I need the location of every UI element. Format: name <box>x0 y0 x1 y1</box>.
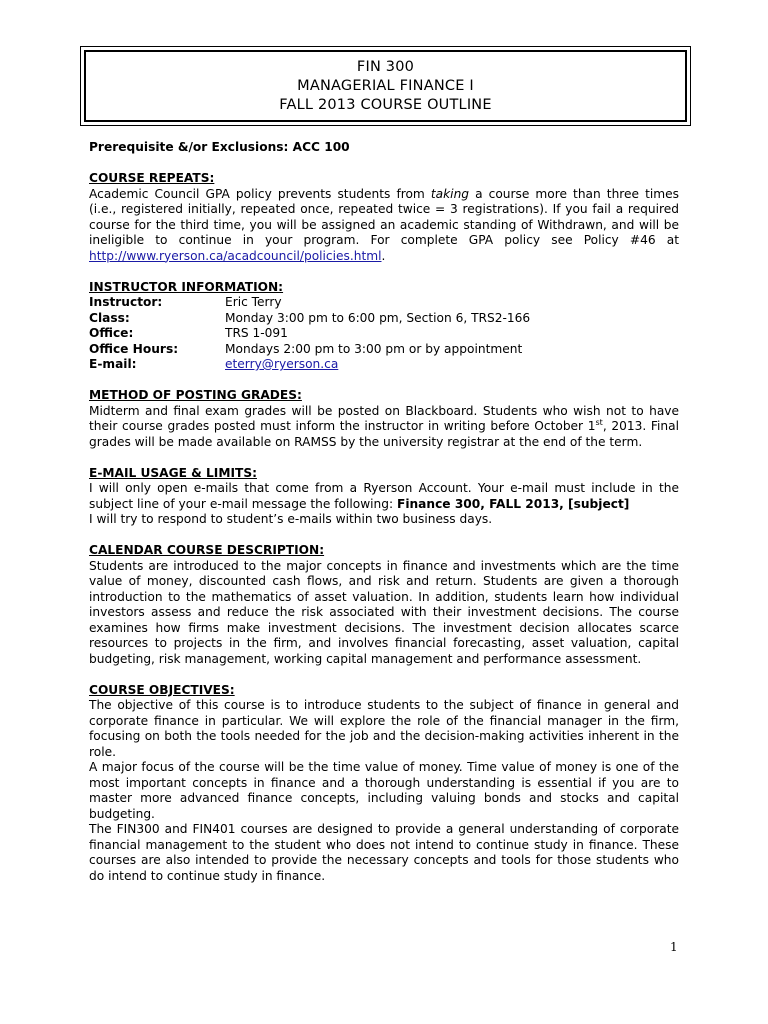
grades-section <box>89 388 679 450</box>
info-row-office-hours: Office Hours: Mondays 2:00 pm to 3:00 pm or by appointment <box>89 341 523 356</box>
calendar-section <box>89 543 679 667</box>
grades-text: Midterm and final exam grades will be posted on Blackboard. Students who wish not to have their course grades posted must inform the instructor in writing before October 1st, 2013. Final grades will be made available on RAMSS by the university registrar at the end of the term. <box>89 403 679 449</box>
course-repeats-heading: COURSE REPEATS: <box>89 171 215 185</box>
info-row-office: Office: TRS 1-091 <box>89 326 288 340</box>
document-body <box>89 140 679 884</box>
instructor-heading: INSTRUCTOR INFORMATION: <box>89 279 284 294</box>
page-number: 1 <box>670 940 678 954</box>
info-row-instructor: Instructor: Eric Terry <box>89 295 282 309</box>
objectives-paragraph: The FIN300 and FIN401 courses are designed to provide a general understanding of corporate financial management to the student who does not intend to continue study in finance. These courses are also intended to provide the necessary concepts and tools for those students who do intend to continue study in finance. <box>89 822 679 883</box>
course-code: FIN 300 <box>356 58 415 75</box>
objectives-paragraph: The objective of this course is to introduce students to the subject of finance in general and corporate finance in particular. We will explore the role of the financial manager in the firm, focusing on both the tools needed for the job and the decision-making activities inherent in the role. <box>89 698 679 759</box>
instructor-section <box>89 280 679 373</box>
objectives-paragraph: A major focus of the course will be the time value of money. Time value of money is one of the most important concepts in finance and a thorough understanding is essential if you are to master more advanced finance concepts, including valuing bonds and stocks and capital budgeting. <box>89 760 679 821</box>
prerequisite-line: Prerequisite &/or Exclusions: ACC 100 <box>89 140 350 154</box>
objectives-heading: COURSE OBJECTIVES: <box>89 682 235 697</box>
title-box <box>84 50 687 122</box>
course-repeats-section <box>89 171 679 264</box>
policies-link[interactable]: http://www.ryerson.ca/acadcouncil/policies.html <box>89 248 382 263</box>
email-usage-heading: E-MAIL USAGE & LIMITS: <box>89 465 257 480</box>
course-name: MANAGERIAL FINANCE I <box>297 77 474 94</box>
email-usage-section <box>89 466 679 528</box>
calendar-text: Students are introduced to the major concepts in finance and investments which are the time value of money, discounted cash flows, and risk and return. Students are given a thorough introduction to the mathematics of asset valuation. In addition, students learn how individual investors assess and reduce the risk associated with their investment decisions. The course examines how firms make investment decisions. The investment decision allocates scarce resources to projects in the firm, and involves financial forecasting, asset valuation, capital budgeting, risk management, working capital management and performance assessment. <box>89 558 679 666</box>
info-row-class: Class: Monday 3:00 pm to 6:00 pm, Section 6, TRS2-166 <box>89 310 531 325</box>
outline-title: FALL 2013 COURSE OUTLINE <box>279 96 492 113</box>
course-repeats-text: Academic Council GPA policy prevents students from taking a course more than three times (i.e., registered initially, repeated once, repeated twice = 3 registrations). If you fail a required course for the third time, you will be assigned an academic standing of Withdrawn, and will be ineligible to continue in your program. For complete GPA policy see Policy #46 at http://www.ryerson.ca/acadcouncil/policies.html. <box>89 186 679 263</box>
email-usage-text: I will only open e-mails that come from a Ryerson Account. Your e-mail must include in the subject line of your e-mail message the following: Finance 300, FALL 2013, [subject] <box>89 481 679 511</box>
email-link[interactable]: eterry@ryerson.ca <box>225 357 339 371</box>
grades-heading: METHOD OF POSTING GRADES: <box>89 388 302 402</box>
info-row-email: E-mail: eterry@ryerson.ca <box>89 357 339 371</box>
calendar-heading: CALENDAR COURSE DESCRIPTION: <box>89 543 325 557</box>
objectives-section <box>89 683 679 885</box>
email-response-text: I will try to respond to student’s e-mails within two business days. <box>89 512 493 526</box>
